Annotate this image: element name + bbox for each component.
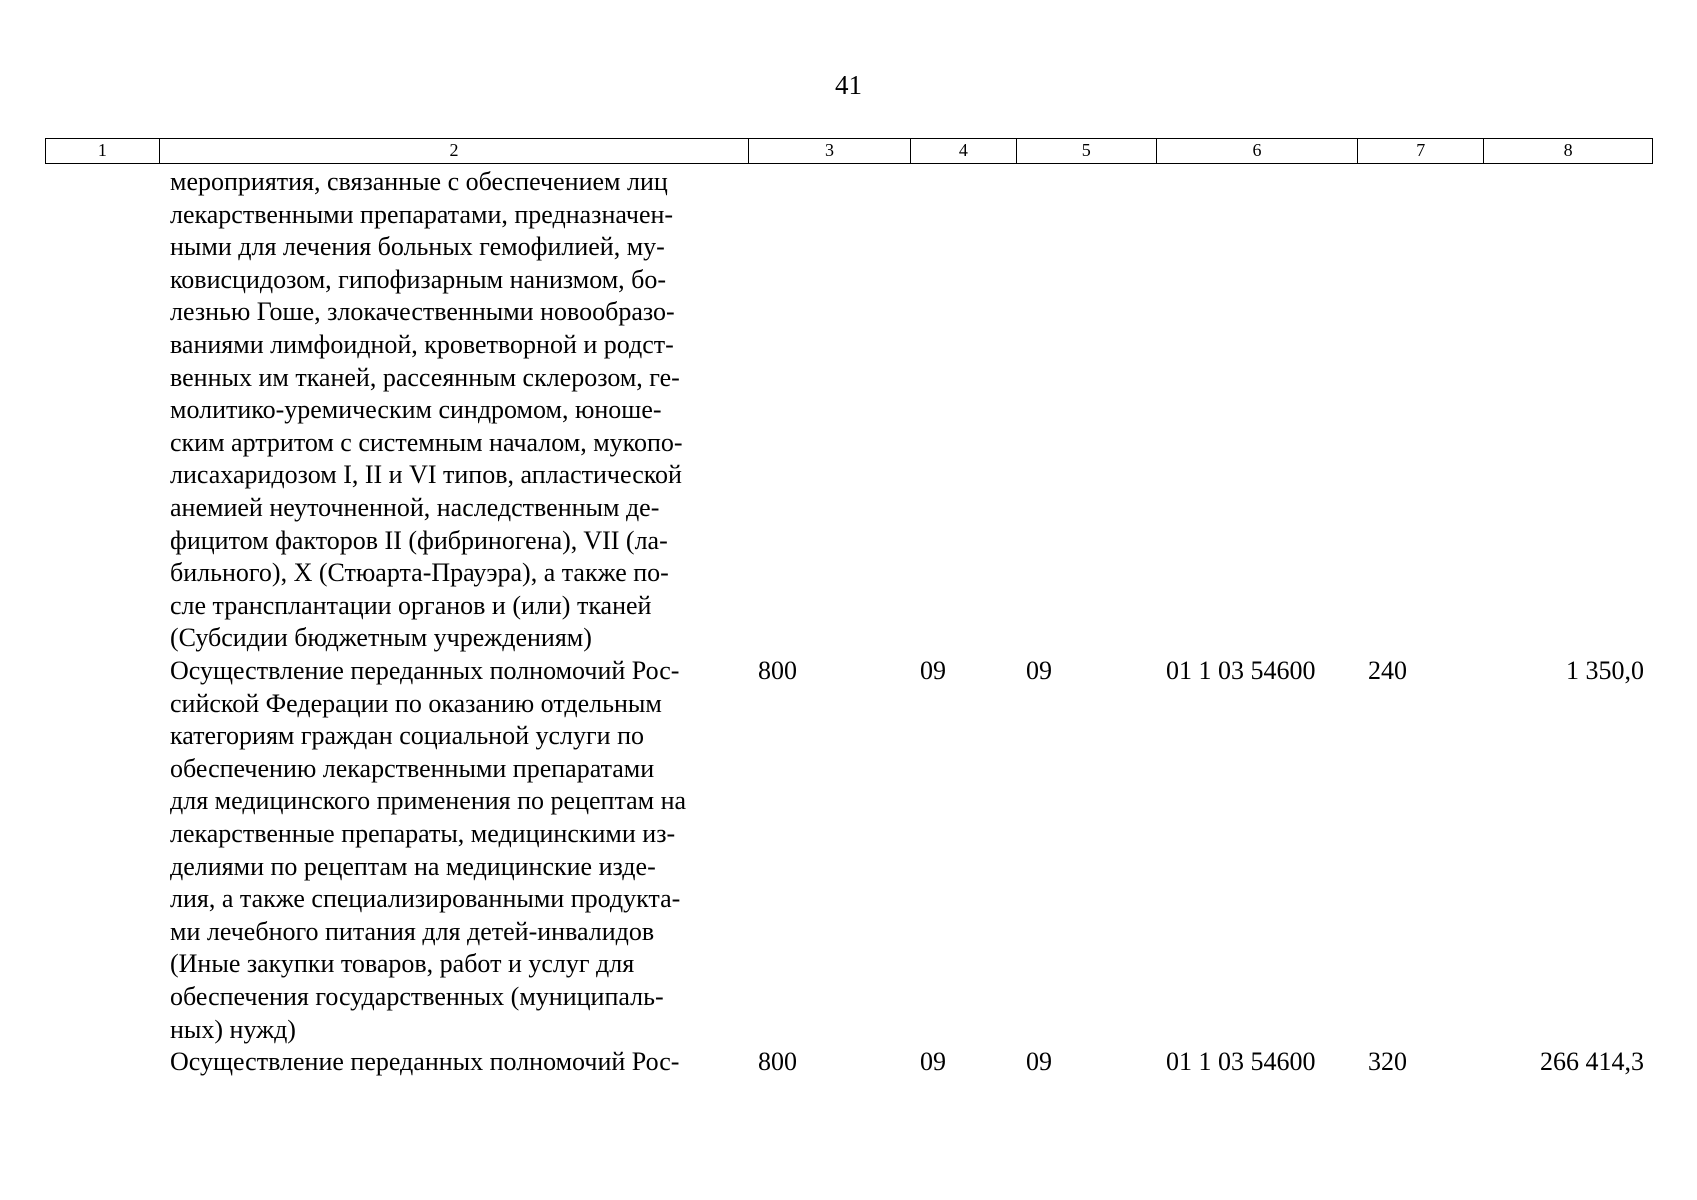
row-ministry-code: 800: [758, 656, 797, 685]
row-description: мероприятия, связанные с обеспечением лиц лекарственными препаратами, предназначен- ными для лечения больных гемофилией, му- ковисцидозом, гипофизарным нанизмом, бо- лезнью Гоше, злокачественными новообразо- ваниями лимфоидной, кроветворной и родст- венных им тканей, рассеянным склерозом, ге- молитико-уремическим синдромом, юноше- ским артритом с системным началом, мукопо- лисахаридозом I, II и VI типов, апластической анемией неуточненной, наследственным де- фицитом факторов II (фибриногена), VII (ла- бильного), X (Стюарта-Прауэра), а также по- сле трансплантации органов и (или) тканей (Субсидии бюджетным учреждениям): [170, 167, 683, 653]
column-header-1: 1: [46, 139, 160, 163]
row-section-code: 09: [920, 656, 946, 685]
column-header-7: 7: [1358, 139, 1484, 163]
column-header-4: 4: [911, 139, 1017, 163]
row-target-article-code: 01 1 03 54600: [1166, 1047, 1316, 1076]
column-header-2: 2: [160, 139, 749, 163]
row-ministry-code: 800: [758, 1047, 797, 1076]
row-expense-type-code: 320: [1368, 1047, 1407, 1076]
row-description: Осуществление переданных полномочий Рос- сийской Федерации по оказанию отдельным категориям граждан социальной услуги по обеспечению лекарственными препаратами для медицинского применения по рецептам на лекарственные препараты, медицинскими из- делиями по рецептам на медицинские изде- лия, а также специализированными продукта- ми лечебного питания для детей-инвалидов (Иные закупки товаров, работ и услуг для обеспечения государственных (муниципаль- ных) нужд): [170, 656, 687, 1044]
column-header-5: 5: [1017, 139, 1157, 163]
page-number: 41: [835, 70, 862, 100]
column-header-3: 3: [749, 139, 911, 163]
row-section-code: 09: [920, 1047, 946, 1076]
row-target-article-code: 01 1 03 54600: [1166, 656, 1316, 685]
row-amount: 1 350,0: [1566, 656, 1644, 685]
row-subsection-code: 09: [1026, 1047, 1052, 1076]
row-subsection-code: 09: [1026, 656, 1052, 685]
column-header-8: 8: [1563, 140, 1573, 160]
row-amount: 266 414,3: [1540, 1047, 1644, 1076]
row-description: Осуществление переданных полномочий Рос-: [170, 1047, 680, 1076]
row-expense-type-code: 240: [1368, 656, 1407, 685]
table-header: [45, 138, 1653, 164]
column-header-6: 6: [1157, 139, 1359, 163]
